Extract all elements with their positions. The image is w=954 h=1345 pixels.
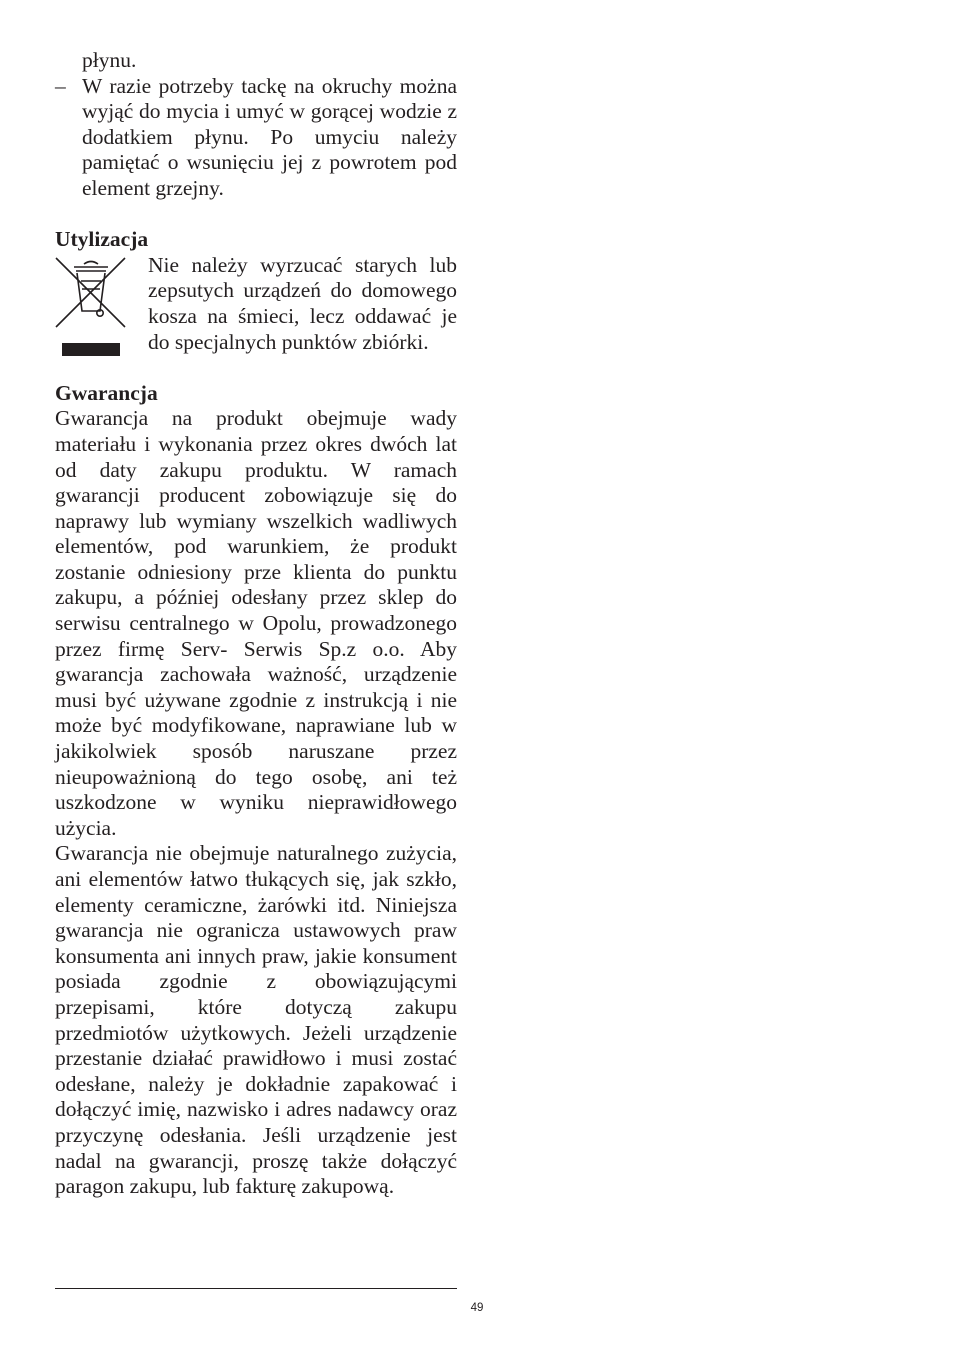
bullet-dash: – [55,73,66,98]
continuation-text: płynu. [82,48,137,72]
page-number: 49 [470,1302,484,1314]
bullet-item [55,74,457,202]
text-column [55,48,457,1200]
spacer [55,355,457,381]
bullet-text: W razie potrzeby tackę na okruchy można wyjąć do mycia i umyć w gorącej wodzie z dodatkiem płynu. Po umyciu należy pamiętać o wsunięciu jej z powrotem pod element grzejny. [82,73,457,200]
disposal-text: Nie należy wyrzucać starych lub zepsutych urządzeń do domowego kosza na śmieci, lecz oddawać je do specjalnych punktów zbiórki. [148,252,457,354]
crossed-out-wheelie-bin-icon [55,255,127,357]
footer-divider [55,1288,457,1289]
disposal-section [55,253,457,355]
warranty-paragraph-1: Gwarancja na produkt obejmuje wady materiału i wykonania przez okres dwóch lat od daty zakupu produktu. W ramach gwarancji producent zobowiązuje się do naprawy lub wymiany wszelkich wadliwych elementów, pod warunkiem, że produkt zostanie odniesiony prze klienta do punktu zakupu, a później odesłany przez sklep do serwisu centralnego w Opolu, prowadzonego przez firmę Serv- Serwis Sp.z o.o. Aby gwarancja zachowała ważność, urządzenie musi być używane zgodnie z instrukcją i nie może być modyfikowane, naprawiane lub w jakikolwiek sposób naruszane przez nieupoważnioną do tego osobę, ani też uszkodzone w wyniku nieprawidłowego użycia. [55,406,457,840]
warranty-paragraph-2: Gwarancja nie obejmuje naturalnego zużycia, ani elementów łatwo tłukących się, jak szkło, elementy ceramiczne, żarówki itd. Niniejsza gwarancja nie ogranicza ustawowych praw konsumenta ani innych praw, jakie konsument posiada zgodnie z obowiązującymi przepisami, które dotyczą zakupu przedmiotów użytkowych. Jeżeli urządzenie przestanie działać prawidłowo i musi zostać odesłane, należy je dokładnie zapakować i dołączyć imię, nazwisko i adres nadawcy oraz przyczynę odesłania. Jeśli urządzenie jest nadal na gwarancji, proszę także dołączyć paragon zakupu, lub fakturę zakupową. [55,841,457,1199]
spacer [55,202,457,228]
warranty-heading: Gwarancja [55,380,158,405]
disposal-heading: Utylizacja [55,227,149,252]
